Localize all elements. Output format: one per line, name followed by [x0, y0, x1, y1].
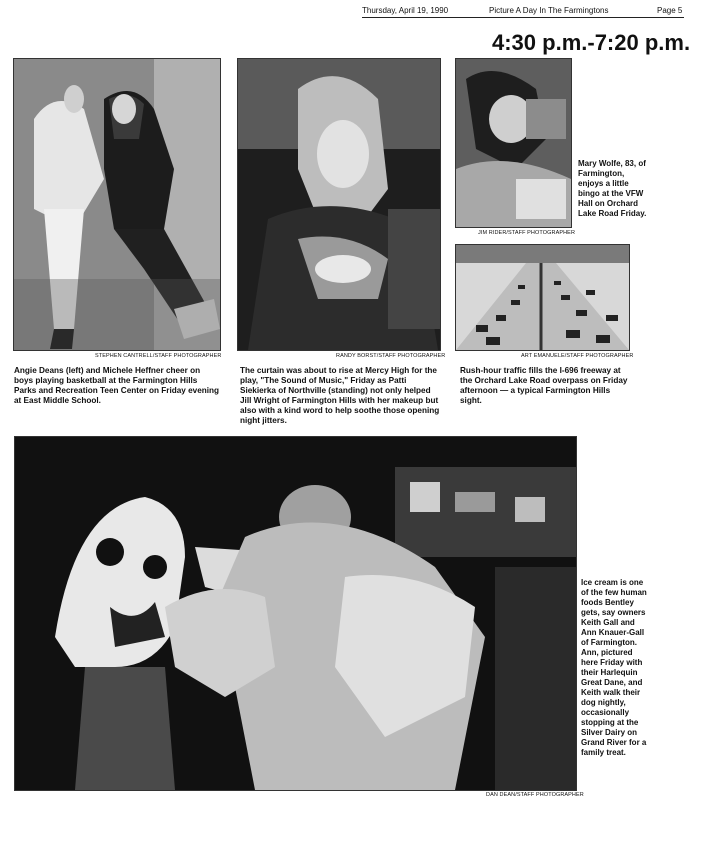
credit-dog: DAN DEAN/STAFF PHOTOGRAPHER — [486, 792, 584, 798]
credit-traffic: ART EMANUELE/STAFF PHOTOGRAPHER — [521, 353, 634, 359]
caption-makeup: The curtain was about to rise at Mercy High for the play, "The Sound of Music," Friday as Patti Siekierka of Northville (standing) not only helped Jill Wright of Farmington Hills with her makeup but also with a kind word to help soothe those opening night jitters. — [240, 366, 440, 425]
caption-bingo: Mary Wolfe, 83, of Farmington, enjoys a little bingo at the VFW Hall on Orchard Lake Road Friday. — [578, 159, 647, 218]
photo-cheerleaders — [13, 58, 221, 351]
credit-bingo: JIM RIDER/STAFF PHOTOGRAPHER — [478, 230, 576, 236]
photo-makeup — [237, 58, 441, 351]
photo-dog — [14, 436, 577, 791]
caption-cheerleaders: Angie Deans (left) and Michele Heffner cheer on boys playing basketball at the Farmington Hills Parks and Recreation Teen Center on Friday evening at East Middle School. — [14, 366, 220, 405]
page-number: Page 5 — [657, 6, 683, 15]
page-headline: 4:30 p.m.-7:20 p.m. — [492, 30, 691, 55]
photo-traffic — [455, 244, 630, 351]
caption-dog: Ice cream is one of the few human foods Bentley gets, say owners Keith Gall and Ann Knauer-Gall of Farmington. Ann, pictured here Friday with their Harlequin Great Dane, and Keith walk their dog nightly, occasionally stopping at the Silver Dairy on Grand River for a family treat. — [581, 578, 647, 757]
issue-date: Thursday, April 19, 1990 — [362, 6, 449, 15]
credit-cheerleaders: STEPHEN CANTRELL/STAFF PHOTOGRAPHER — [95, 353, 222, 359]
header-rule — [362, 17, 684, 18]
caption-traffic: Rush-hour traffic fills the I-696 freeway at the Orchard Lake Road overpass on Friday afternoon — a typical Farmington Hills sight. — [460, 366, 628, 405]
section-title: Picture A Day In The Farmingtons — [489, 6, 609, 15]
photo-bingo — [455, 58, 572, 228]
credit-makeup: RANDY BORST/STAFF PHOTOGRAPHER — [336, 353, 446, 359]
